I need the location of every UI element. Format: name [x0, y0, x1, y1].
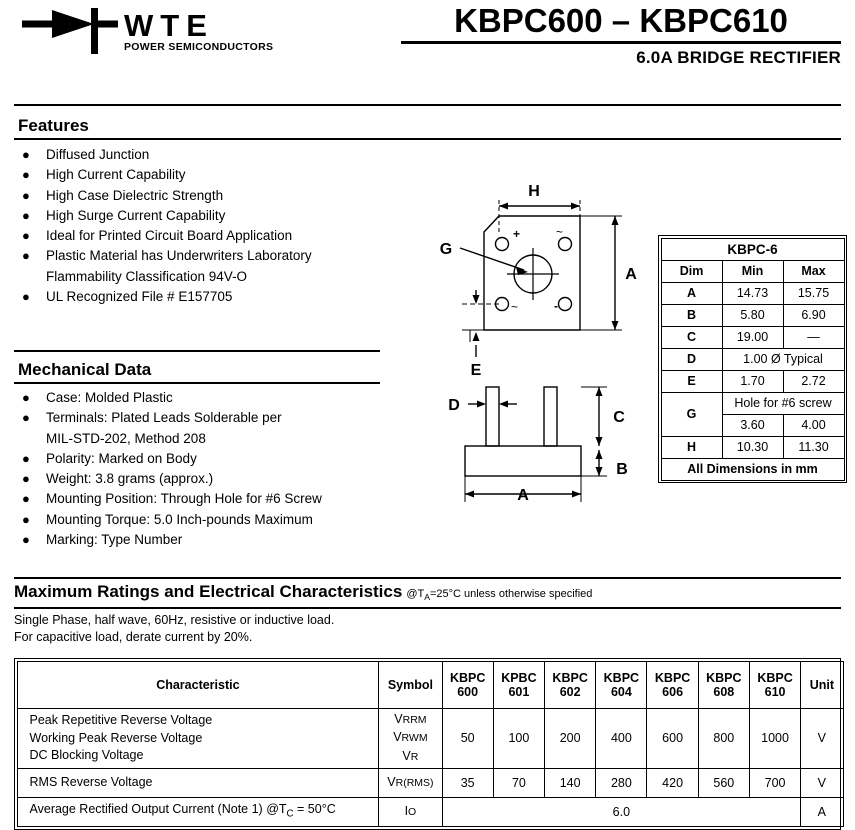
dim-label-b: B [616, 461, 628, 478]
list-item [18, 449, 430, 469]
table-row [17, 798, 843, 827]
mechanical-label: Case: Molded Plastic [46, 390, 173, 405]
mechanical-list [18, 388, 430, 550]
unit-cell: A [801, 798, 843, 827]
dim-cell: C [661, 326, 722, 348]
max-ratings-note-2: For capacitive load, derate current by 20%. [14, 630, 253, 644]
max-ratings-title: Maximum Ratings and Electrical Characteristics [14, 582, 403, 601]
dim-table-footer: All Dimensions in mm [661, 458, 844, 480]
bullet-icon: ● [22, 471, 30, 487]
table-row [17, 708, 843, 769]
bullet-icon: ● [22, 511, 30, 527]
dim-label-c: C [613, 409, 625, 426]
min-cell: 10.30 [722, 436, 783, 458]
table-row [661, 304, 844, 326]
document-title-block [401, 2, 841, 68]
bullet-icon: ● [22, 390, 30, 405]
company-logo [22, 8, 273, 54]
table-row [661, 238, 844, 260]
characteristics-table [17, 661, 844, 828]
dim-label-h: H [528, 183, 540, 200]
mechanical-label-continuation: MIL-STD-202, Method 208 [46, 430, 206, 446]
bullet-icon: ● [22, 207, 30, 223]
col-header-characteristic: Characteristic [17, 661, 379, 708]
list-item [18, 287, 428, 307]
feature-label-continuation: Flammability Classification 94V-O [46, 268, 248, 284]
value-cell: 140 [545, 769, 596, 798]
value-cell: 400 [596, 708, 647, 769]
list-item [18, 206, 428, 226]
list-item [18, 469, 430, 489]
dim-cell: D [661, 348, 722, 370]
max-cell: 2.72 [783, 370, 844, 392]
list-item [18, 145, 428, 165]
diode-symbol-icon [22, 8, 118, 54]
max-col-header: Max [783, 260, 844, 282]
min-cell: 5.80 [722, 304, 783, 326]
mechanical-label: Polarity: Marked on Body [46, 450, 197, 466]
list-item [18, 226, 428, 246]
bullet-icon: ● [22, 410, 30, 426]
feature-label: High Case Dielectric Strength [46, 187, 224, 203]
characteristic-cell: Average Rectified Output Current (Note 1) $@T_C = 50^\circ C$ [17, 798, 379, 827]
feature-label: Ideal for Printed Circuit Board Application [46, 228, 293, 244]
characteristic-cell: RMS Reverse Voltage [17, 769, 379, 798]
max-ratings-heading [14, 582, 592, 602]
max-ratings-rule-top [14, 577, 841, 579]
list-item [18, 165, 428, 185]
list-item [18, 530, 430, 550]
value-cell: 560 [698, 769, 749, 798]
max-cell: 15.75 [783, 282, 844, 304]
terminal-mark-ac1: ~ [556, 225, 564, 239]
bullet-icon: ● [22, 248, 30, 264]
col-header-part-0: KBPC 600 [442, 661, 493, 708]
dimensions-table-container [658, 235, 842, 488]
list-item [18, 489, 430, 509]
title-divider [401, 41, 841, 44]
symbol-cell: VRRM VRWM VR [379, 708, 442, 769]
table-row [661, 436, 844, 458]
table-row [661, 260, 844, 282]
max-ratings-note-1: Single Phase, half wave, 60Hz, resistive or inductive load. [14, 613, 335, 627]
characteristics-table-border [14, 658, 841, 830]
list-item [18, 186, 428, 206]
dim-cell: A [661, 282, 722, 304]
col-header-part-4: KBPC 606 [647, 661, 698, 708]
max-cell: 11.30 [783, 436, 844, 458]
symbol-cell: IO [379, 798, 442, 827]
symbol-cell: VR(RMS) [379, 769, 442, 798]
max-cell: 6.90 [783, 304, 844, 326]
mechanical-rule-top [14, 350, 380, 352]
bullet-icon: ● [22, 228, 30, 244]
col-header-part-2: KBPC 602 [545, 661, 596, 708]
col-header-part-3: KBPC 604 [596, 661, 647, 708]
value-span-cell: 6.0 [442, 798, 801, 827]
dim-cell: G [661, 392, 722, 436]
unit-cell: V [801, 708, 843, 769]
dim-col-header: Dim [661, 260, 722, 282]
features-rule-top [14, 104, 841, 106]
bullet-icon: ● [22, 532, 30, 548]
mechanical-label: Weight: 3.8 grams (approx.) [46, 471, 214, 487]
terminal-mark-minus: - [554, 299, 558, 313]
value-cell: 600 [647, 708, 698, 769]
feature-label: High Surge Current Capability [46, 207, 226, 223]
bullet-icon: ● [22, 491, 30, 507]
table-row [17, 769, 843, 798]
table-header-row [17, 661, 843, 708]
min-cell: 3.60 [722, 414, 783, 436]
package-outline-drawing [432, 182, 660, 512]
feature-label: High Current Capability [46, 167, 186, 183]
table-row [661, 282, 844, 304]
value-cell: 1000 [749, 708, 800, 769]
table-row [661, 348, 844, 370]
features-list [18, 145, 428, 307]
dim-cell: E [661, 370, 722, 392]
dimensions-table [661, 238, 845, 481]
mechanical-label: Marking: Type Number [46, 532, 183, 548]
characteristics-table-container [14, 658, 841, 830]
bullet-icon: ● [22, 147, 30, 162]
table-row [661, 326, 844, 348]
features-heading: Features [18, 116, 89, 135]
terminal-mark-plus: + [513, 227, 521, 241]
min-cell: 14.73 [722, 282, 783, 304]
max-ratings-rule-bottom [14, 607, 841, 609]
dim-label-d: D [448, 397, 460, 414]
min-cell: 19.00 [722, 326, 783, 348]
page-title: KBPC600 – KBPC610 [454, 2, 788, 39]
bullet-icon: ● [22, 187, 30, 203]
min-col-header: Min [722, 260, 783, 282]
col-header-part-5: KBPC 608 [698, 661, 749, 708]
col-header-part-1: KPBC 601 [493, 661, 544, 708]
page-subtitle: 6.0A BRIDGE RECTIFIER [636, 48, 841, 67]
mechanical-heading: Mechanical Data [18, 360, 152, 379]
list-item [18, 388, 430, 408]
feature-label: UL Recognized File # E157705 [46, 289, 233, 305]
min-cell: 1.70 [722, 370, 783, 392]
terminal-mark-ac2: ~ [511, 300, 519, 314]
dim-cell: B [661, 304, 722, 326]
bullet-icon: ● [22, 450, 30, 466]
mechanical-label: Mounting Position: Through Hole for #6 Screw [46, 491, 322, 507]
logo-tagline: POWER SEMICONDUCTORS [124, 41, 274, 53]
mechanical-label: Mounting Torque: 5.0 Inch-pounds Maximum [46, 511, 313, 527]
bullet-icon: ● [22, 167, 30, 183]
max-cell: 4.00 [783, 414, 844, 436]
dim-span-cell: 1.00 Ø Typical [722, 348, 844, 370]
table-row [661, 392, 844, 414]
col-header-part-6: KBPC 610 [749, 661, 800, 708]
dim-cell: H [661, 436, 722, 458]
value-cell: 420 [647, 769, 698, 798]
value-cell: 50 [442, 708, 493, 769]
value-cell: 800 [698, 708, 749, 769]
value-cell: 35 [442, 769, 493, 798]
list-item [18, 246, 428, 266]
value-cell: 700 [749, 769, 800, 798]
dim-label-a: A [625, 266, 637, 283]
dim-label-g: G [439, 241, 453, 258]
dim-table-title: KBPC-6 [661, 238, 844, 260]
max-cell: — [783, 326, 844, 348]
table-row [661, 458, 844, 480]
value-cell: 100 [493, 708, 544, 769]
mechanical-label: Terminals: Plated Leads Solderable per [46, 410, 282, 426]
bullet-icon: ● [22, 289, 30, 305]
value-cell: 280 [596, 769, 647, 798]
feature-label: Plastic Material has Underwriters Laboratory [46, 248, 312, 264]
logo-wordmark: WTE [124, 8, 214, 43]
list-item [18, 408, 430, 428]
col-header-unit: Unit [801, 661, 843, 708]
dim-label-e: E [470, 362, 482, 379]
dimensions-table-border [658, 235, 847, 483]
max-ratings-condition: $@T_A=25^\circ C$ unless otherwise specified [406, 588, 593, 603]
characteristic-cell: Peak Repetitive Reverse Voltage Working Peak Reverse Voltage DC Blocking Voltage [17, 708, 379, 769]
unit-cell: V [801, 769, 843, 798]
feature-label: Diffused Junction [46, 147, 150, 162]
page-header [0, 0, 855, 88]
col-header-symbol: Symbol [379, 661, 442, 708]
table-row [661, 370, 844, 392]
value-cell: 200 [545, 708, 596, 769]
list-item [18, 510, 430, 530]
value-cell: 70 [493, 769, 544, 798]
dim-label-a2: A [517, 487, 529, 504]
features-rule-bottom [14, 138, 841, 140]
dim-span-cell: Hole for #6 screw [722, 392, 844, 414]
mechanical-rule-bottom [14, 382, 380, 384]
